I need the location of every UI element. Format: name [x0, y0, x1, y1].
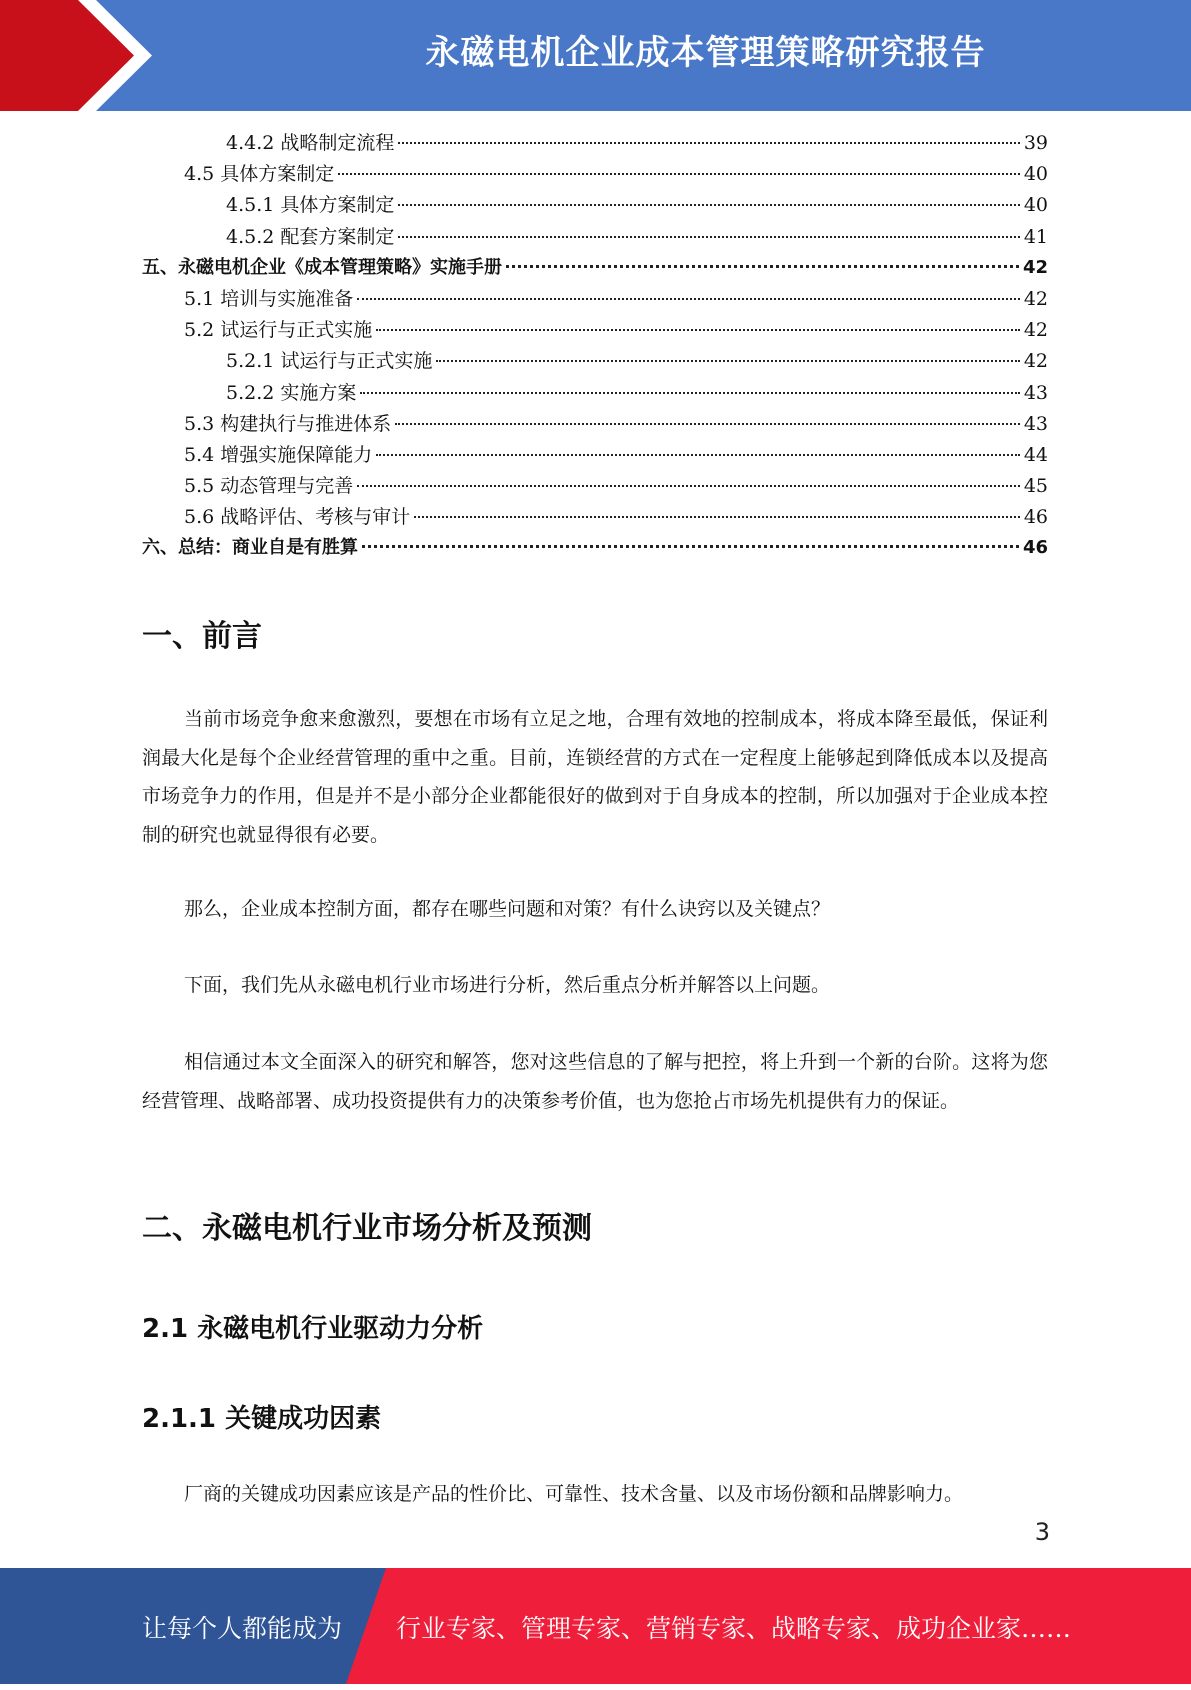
page-header: [0, 0, 1191, 111]
toc-entry-label: 5.1 培训与实施准备: [184, 287, 354, 310]
toc-entry-label: 4.5.1 具体方案制定: [226, 194, 395, 217]
toc-entry[interactable]: [142, 159, 1048, 190]
toc-leader-dots: [376, 329, 1020, 331]
toc-entry-page: 42: [1023, 287, 1048, 310]
toc-entry-label: 4.4.2 战略制定流程: [226, 132, 395, 154]
toc-entry[interactable]: [142, 284, 1048, 315]
toc-entry-label: 5.6 战略评估、考核与审计: [184, 506, 411, 529]
toc-entry-label: 4.5.2 配套方案制定: [226, 225, 395, 248]
toc-entry-page: 46: [1023, 506, 1048, 529]
toc-leader-dots: [357, 485, 1020, 487]
toc-entry-label: 5.4 增强实施保障能力: [184, 443, 373, 466]
toc-leader-dots: [398, 204, 1019, 206]
toc-entry-page: 42: [1023, 319, 1048, 342]
footer-slogan-right: 行业专家、管理专家、营销专家、战略专家、成功企业家……: [396, 1614, 1072, 1643]
toc-entry[interactable]: [142, 253, 1048, 284]
report-title: 永磁电机企业成本管理策略研究报告: [425, 33, 986, 73]
toc-leader-dots: [360, 392, 1019, 394]
page-number: 3: [1034, 1518, 1050, 1546]
page-footer: [0, 1568, 1191, 1684]
toc-entry-page: 39: [1023, 132, 1048, 154]
preface-heading: 一、前言: [142, 619, 262, 654]
preface-paragraph-2: 那么，企业成本控制方面，都存在哪些问题和对策？有什么诀窍以及关键点？: [184, 898, 831, 920]
preface-paragraph-1: 当前市场竞争愈来愈激烈，要想在市场有立足之地，合理有效地的控制成本，将成本降至最低，保证利润最大化是每个企业经营管理的重中之重。目前，连锁经营的方式在一定程度上能够起到降低成本以及提高市场竞争力的作用，但是并不是小部分企业都能很好的做到对于自身成本的控制，所以加强对于企业成本控制的研究也就显得很有必要。: [142, 708, 1048, 846]
toc-entry-label: 5.3 构建执行与推进体系: [184, 412, 392, 435]
toc-entry-page: 40: [1023, 194, 1048, 217]
toc-entry-page: 40: [1023, 163, 1048, 186]
toc-entry-label: 5.2.2 实施方案: [226, 381, 357, 404]
toc-entry-page: 42: [1023, 350, 1048, 373]
footer-slogan-left: 让每个人都能成为: [142, 1614, 343, 1643]
toc-entry[interactable]: [142, 315, 1048, 346]
toc-entry-label: 5.5 动态管理与完善: [184, 475, 354, 498]
toc-leader-dots: [436, 360, 1019, 362]
toc-entry[interactable]: [142, 409, 1048, 440]
toc-leader-dots: [506, 265, 1019, 268]
toc-entry[interactable]: [142, 222, 1048, 253]
toc-entry[interactable]: [142, 502, 1048, 533]
toc-entry-label: 五、永磁电机企业《成本管理策略》实施手册: [142, 256, 502, 278]
toc-entry[interactable]: [142, 190, 1048, 221]
toc-leader-dots: [338, 173, 1020, 175]
toc-entry-page: 42: [1022, 256, 1048, 278]
market-analysis-heading: 二、永磁电机行业市场分析及预测: [142, 1211, 592, 1246]
toc-leader-dots: [362, 545, 1019, 548]
toc-entry[interactable]: [142, 346, 1048, 377]
toc-entry-page: 44: [1023, 443, 1048, 466]
toc-leader-dots: [398, 236, 1019, 238]
toc-entry-page: 46: [1022, 537, 1048, 559]
toc-entry-label: 5.2.1 试运行与正式实施: [226, 350, 433, 373]
toc-entry-page: 43: [1023, 412, 1048, 435]
preface-paragraph-3: 下面，我们先从永磁电机行业市场进行分析，然后重点分析并解答以上问题。: [184, 974, 831, 996]
toc-entry-page: 43: [1023, 381, 1048, 404]
key-success-factors-paragraph: 厂商的关键成功因素应该是产品的性价比、可靠性、技术含量、以及市场份额和品牌影响力。: [184, 1483, 964, 1505]
toc-leader-dots: [414, 516, 1020, 518]
subsection-2-1-heading: 2.1 永磁电机行业驱动力分析: [142, 1314, 484, 1344]
toc-entry-label: 4.5 具体方案制定: [184, 163, 335, 186]
toc-entry[interactable]: [142, 533, 1048, 564]
toc-entry-label: 六、总结：商业自是有胜算: [142, 537, 358, 559]
toc-leader-dots: [357, 298, 1020, 300]
toc-leader-dots: [376, 454, 1020, 456]
toc-leader-dots: [398, 142, 1019, 144]
toc-entry-page: 41: [1023, 225, 1048, 248]
toc-entry-label: 5.2 试运行与正式实施: [184, 319, 373, 342]
toc-entry[interactable]: [142, 128, 1048, 159]
toc-entry[interactable]: [142, 378, 1048, 409]
toc-entry[interactable]: [142, 471, 1048, 502]
table-of-contents: [142, 128, 1048, 565]
toc-leader-dots: [395, 423, 1020, 425]
toc-entry[interactable]: [142, 440, 1048, 471]
preface-paragraph-4: 相信通过本文全面深入的研究和解答，您对这些信息的了解与把控，将上升到一个新的台阶。这将为您经营管理、战略部署、成功投资提供有力的决策参考价值，也为您抢占市场先机提供有力的保证。: [142, 1051, 1048, 1112]
toc-entry-page: 45: [1023, 475, 1048, 498]
subsection-2-1-1-heading: 2.1.1 关键成功因素: [142, 1404, 382, 1434]
